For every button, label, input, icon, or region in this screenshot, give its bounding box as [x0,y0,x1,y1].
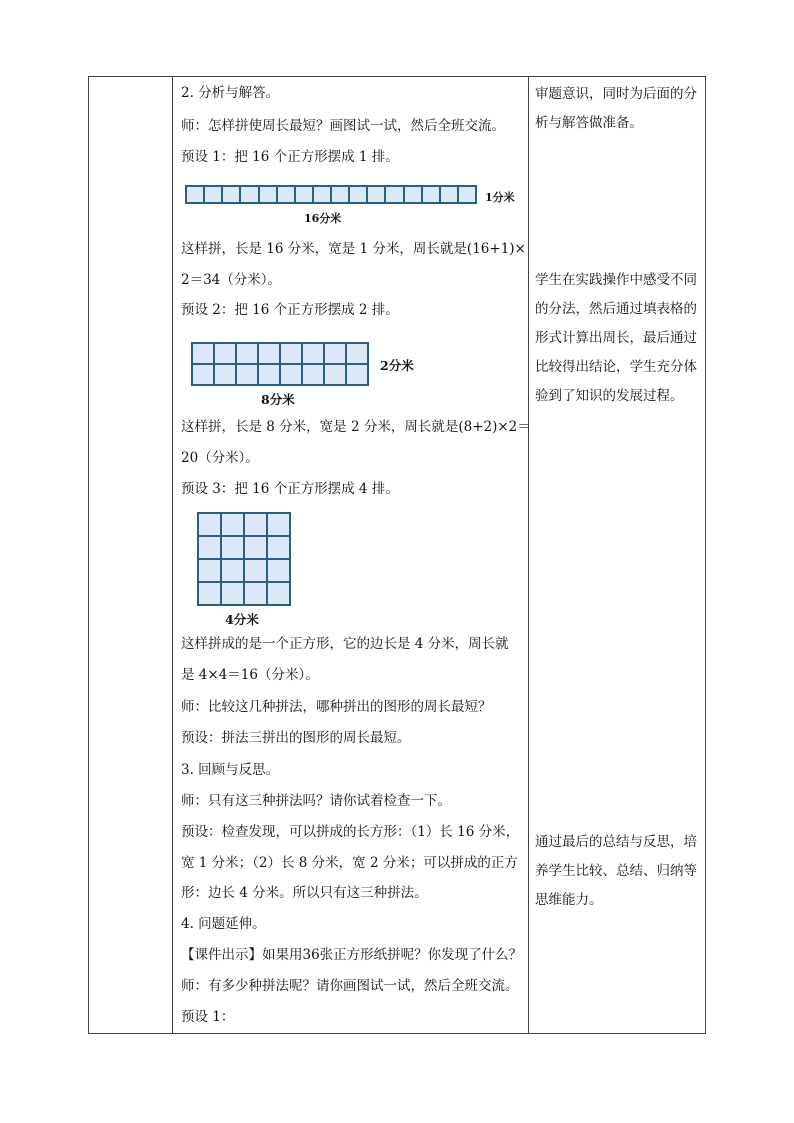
explanation-3-line-1: 这样拼成的是一个正方形，它的边长是 4 分米，周长就 [181,636,509,652]
grid-cell [422,186,440,203]
grid-cell [280,343,302,364]
grid-cell [221,559,244,582]
note-1: 审题意识，同时为后面的分析与解答做准备。 [535,86,697,131]
grid-cell [244,582,267,605]
grid-cell [244,559,267,582]
grid-cell [404,186,422,203]
grid-cell [295,186,313,203]
preset-1: 预设 1：把 16 个正方形摆成 1 排。 [181,149,399,165]
explanation-3-line-2: 是 4×4＝16（分米）。 [181,667,319,683]
preset-2: 预设 2：把 16 个正方形摆成 2 排。 [181,302,399,318]
grid-cell [385,186,403,203]
teacher-compare: 师：比较这几种拼法，哪种拼出的图形的周长最短？ [181,699,492,715]
grid-cell [346,343,368,364]
grid-cell [277,186,295,203]
grid-cell [302,364,324,385]
grid-cell [198,536,221,559]
step-2-heading: 2. 分析与解答。 [181,85,280,101]
grid-cell [236,364,258,385]
grid-cell [324,364,346,385]
design-intent-column [529,77,707,1033]
grid-cell [204,186,222,203]
grid-cell [244,536,267,559]
preset-answer: 预设：拼法三拼出的图形的周长最短。 [181,730,411,746]
grid-cell [367,186,385,203]
grid-cell [198,513,221,536]
grid-cell [346,364,368,385]
grid-cell [258,343,280,364]
teacher-check: 师：只有这三种拼法吗？请你试着检查一下。 [181,793,451,809]
grid-cell [244,513,267,536]
grid-cell [186,186,204,203]
grid-cell [267,513,290,536]
preset-check-line-2: 宽 1 分米；（2）长 8 分米，宽 2 分米；可以拼成的正方 [181,855,518,871]
grid-cell [440,186,458,203]
preset-check-line-3: 形：边长 4 分米。所以只有这三种拼法。 [181,885,428,901]
step-4-heading: 4. 问题延伸。 [181,916,266,932]
teacher-question: 师：怎样拼使周长最短？画图试一试，然后全班交流。 [181,118,505,134]
explanation-2-line-2: 20（分米）。 [181,450,259,466]
grid-cell [324,343,346,364]
grid-cell [280,364,302,385]
teacher-extension: 师：有多少种拼法呢？请你画图试一试，然后全班交流。 [181,978,519,994]
lesson-plan-table [88,76,706,1034]
grid-cell [240,186,258,203]
grid-cell [221,513,244,536]
grid-cell [302,343,324,364]
grid-cell [214,364,236,385]
grid-1x16 [185,185,477,204]
grid-cell [222,186,240,203]
courseware-prompt: 【课件出示】如果用36张正方形纸拼呢？你发现了什么？ [181,947,523,963]
grid-cell [198,582,221,605]
note-2: 学生在实践操作中感受不同的分法，然后通过填表格的形式计算出周长，最后通过比较得出结论，学生充分体验到了知识的发展过程。 [535,272,697,404]
figure-1-side-label: 1分米 [485,191,515,204]
grid-cell [192,364,214,385]
grid-cell [259,186,277,203]
grid-cell [236,343,258,364]
note-3: 通过最后的总结与反思，培养学生比较、总结、归纳等思维能力。 [535,834,697,908]
grid-cell [192,343,214,364]
grid-2x8 [191,342,369,386]
figure-3-bottom-label: 4分米 [225,612,259,627]
grid-cell [267,536,290,559]
explanation-1-line-2: 2＝34（分米）。 [181,272,282,288]
grid-cell [258,364,280,385]
grid-cell [221,536,244,559]
teaching-process-column [173,77,531,1033]
grid-cell [267,582,290,605]
figure-2-bottom-label: 8分米 [261,392,295,407]
figure-1-bottom-label: 16分米 [304,212,342,225]
grid-cell [198,559,221,582]
step-3-heading: 3. 回顾与反思。 [181,762,280,778]
grid-cell [214,343,236,364]
preset-3: 预设 3：把 16 个正方形摆成 4 排。 [181,481,399,497]
grid-cell [267,559,290,582]
grid-cell [458,186,476,203]
figure-2-side-label: 2分米 [380,358,414,373]
grid-cell [221,582,244,605]
preset-extension: 预设 1： [181,1009,235,1025]
grid-4x4 [197,512,291,606]
preset-check-line-1: 预设：检查发现，可以拼成的长方形：（1）长 16 分米， [181,824,520,840]
grid-cell [313,186,331,203]
grid-cell [349,186,367,203]
explanation-1-line-1: 这样拼，长是 16 分米，宽是 1 分米，周长就是(16+1)× [181,241,526,257]
explanation-2-line-1: 这样拼，长是 8 分米，宽是 2 分米，周长就是(8+2)×2＝ [181,419,531,435]
grid-cell [331,186,349,203]
